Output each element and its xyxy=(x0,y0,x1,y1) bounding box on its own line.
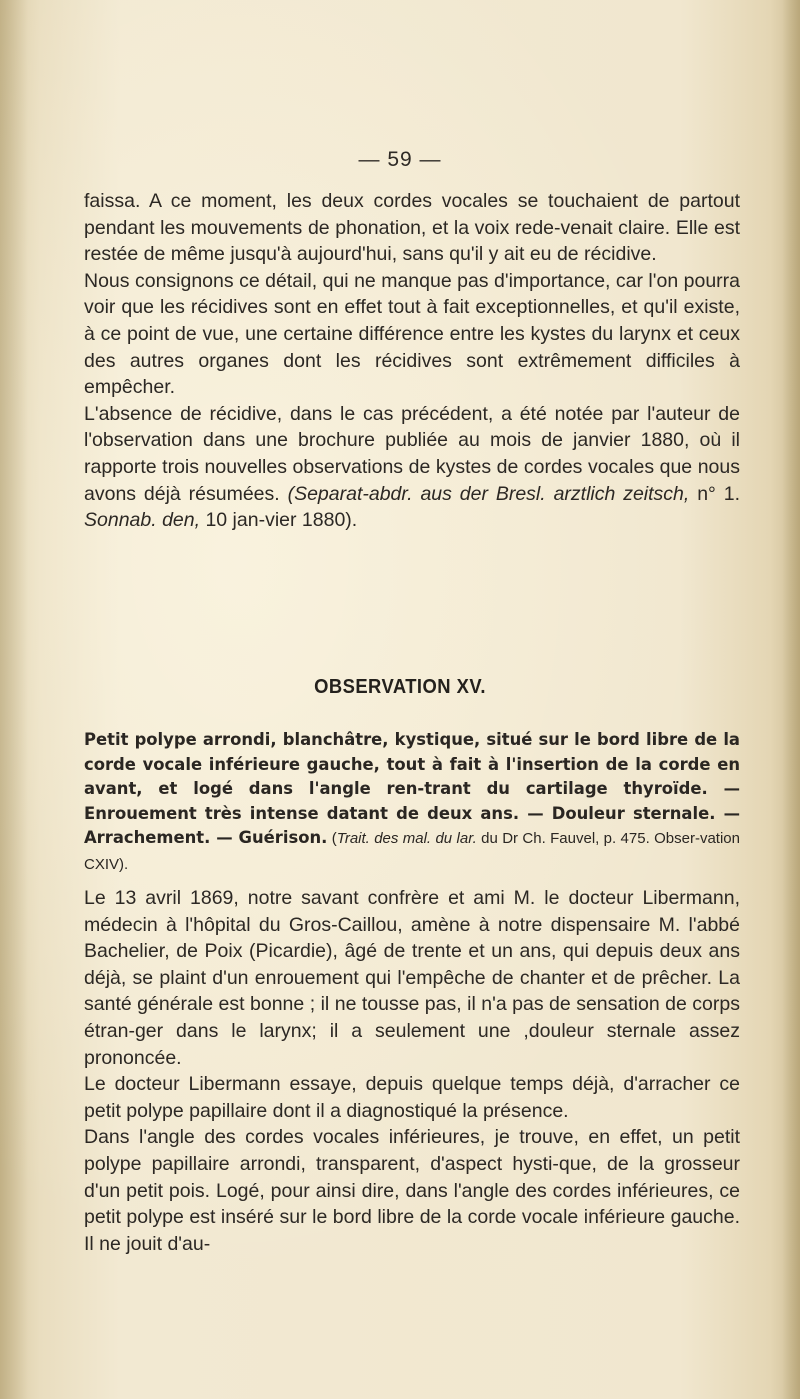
intro-text xyxy=(84,188,740,534)
reference-open: ( xyxy=(327,830,337,848)
observation-heading: OBSERVATION XV. xyxy=(314,676,486,698)
intro-paragraph-3 xyxy=(84,401,740,534)
citation-sonnab: Sonnab. den, xyxy=(84,509,201,532)
intro-paragraph-2: Nous consignons ce détail, qui ne manque pas d'importance, car l'on pourra voir que les récidives sont en effet tout à fait exceptionnelles, et qu'il existe, à ce point de vue, une certaine différence entre les kystes du larynx et ceux des autres organes dont les récidives sont extrêmement difficiles à empêcher. xyxy=(84,269,740,399)
intro-paragraph-1: faissa. A ce moment, les deux cordes vocales se touchaient de partout pendant les mouvements de phonation, et la voix rede-venait claire. Elle est restée de même jusqu'à aujourd'hui, sans qu'il y ait eu de récidive. xyxy=(84,190,740,266)
citation-separat-abdr: (Separat-abdr. aus der Bresl. arztlich zeitsch, xyxy=(287,482,690,505)
reference-title: Trait. des mal. du lar. xyxy=(336,830,477,848)
intro-paragraph-3-text-b: n° 1. xyxy=(689,482,740,505)
body-paragraph-1: Le 13 avril 1869, notre savant confrère et ami M. le docteur Libermann, médecin à l'hôpital du Gros-Caillou, amène à notre dispensaire M. l'abbé Bachelier, de Poix (Picardie), âgé de trente et un ans, qui depuis deux ans déjà, se plaint d'un enrouement qui l'empêche de chanter et de prêcher. La santé générale est bonne ; il ne tousse pas, il n'a pas de sensation de corps étran-ger dans le larynx; il a seulement une ,douleur sternale assez prononcée. xyxy=(84,887,740,1069)
intro-paragraph-3-text-c: 10 jan-vier 1880). xyxy=(200,509,358,532)
observation-summary xyxy=(84,728,740,878)
reference-details: du Dr Ch. Fauvel, p. 475. Obser-vation CXIV). xyxy=(84,830,740,873)
intro-paragraph-3-text-a: L'absence de récidive, dans le cas précédent, a été notée par l'auteur de l'observation dans une brochure publiée au mois de janvier 1880, où il rapporte trois nouvelles observations de kystes de cordes vocales que nous avons déjà résumées. xyxy=(84,402,740,505)
page-number: — 59 — xyxy=(358,148,442,171)
observation-summary-text: Petit polype arrondi, blanchâtre, kystique, situé sur le bord libre de la corde vocale inférieure gauche, tout à fait à l'insertion de la corde en avant, et logé dans l'angle ren-trant du cartilage thyroïde. — Enrouement très intense datant de deux ans. — Douleur sternale. — Arrachement. — Guérison. xyxy=(84,730,740,848)
body-paragraph-3: Dans l'angle des cordes vocales inférieures, je trouve, en effet, un petit polype papillaire arrondi, transparent, d'aspect hysti-que, de la grosseur d'un petit pois. Logé, pour ainsi dire, dans l'angle des cordes inférieures, ce petit polype est inséré sur le bord libre de la corde vocale inférieure gauche. Il ne jouit d'au- xyxy=(84,1126,740,1255)
body-paragraph-2: Le docteur Libermann essaye, depuis quelque temps déjà, d'arracher ce petit polype papillaire dont il a diagnostiqué la présence. xyxy=(84,1073,740,1122)
observation-body xyxy=(84,885,740,1257)
